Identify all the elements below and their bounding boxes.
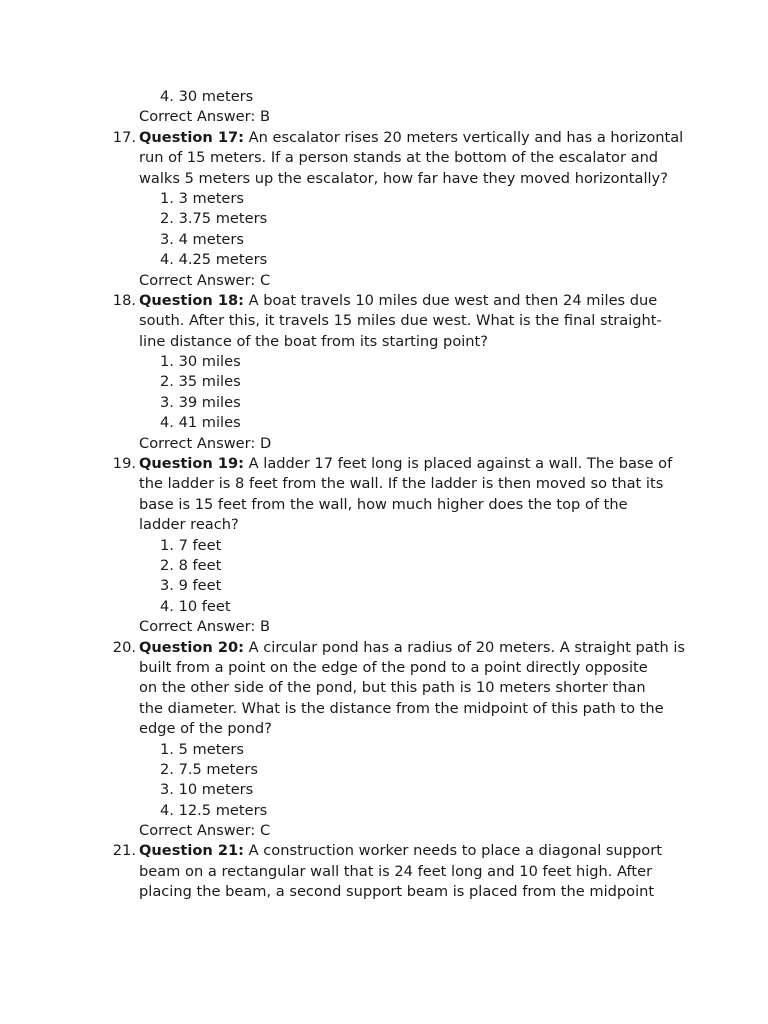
correct-answer-label: Correct Answer: [139, 822, 256, 840]
question-text: An escalator rises 20 meters vertically and has a horizontal [248, 128, 684, 146]
question-line: base is 15 feet from the wall, how much higher does the top of the [139, 495, 628, 513]
option-item [0, 536, 768, 556]
option-number: 4. [160, 251, 174, 269]
question-block [0, 454, 768, 638]
question-line: ladder reach? [139, 516, 239, 534]
option-number: 4. [160, 88, 174, 105]
option-number: 2. [160, 760, 174, 778]
option-text: 5 meters [178, 740, 245, 758]
option-number: 3. [160, 781, 174, 799]
question-line: built from a point on the edge of the pond to a point directly opposite [139, 658, 648, 676]
option-item [0, 352, 768, 372]
question-line: on the other side of the pond, but this path is 10 meters shorter than [139, 679, 646, 697]
question-label: Question 19: [139, 455, 244, 473]
option-item [0, 250, 768, 270]
option-text: 3.75 meters [178, 210, 268, 228]
option-text: 30 meters [178, 88, 254, 105]
option-text: 30 miles [178, 353, 241, 371]
option-item [0, 209, 768, 229]
question-label: Question 18: [139, 291, 244, 309]
option-text: 10 meters [178, 781, 254, 799]
correct-answer-label: Correct Answer: [139, 434, 256, 452]
question-line: beam on a rectangular wall that is 24 feet long and 10 feet high. After [139, 862, 653, 880]
option-item [0, 87, 768, 107]
option-text: 41 miles [178, 414, 241, 432]
question-line: walks 5 meters up the escalator, how far have they moved horizontally? [139, 169, 668, 187]
correct-answer [0, 821, 768, 841]
option-text: 35 miles [178, 373, 241, 391]
question-line: line distance of the boat from its starting point? [139, 332, 489, 350]
correct-answer-value: D [259, 434, 272, 452]
correct-answer [0, 271, 768, 291]
option-text: 8 feet [178, 556, 222, 574]
option-item [0, 372, 768, 392]
option-text: 7.5 meters [178, 760, 258, 778]
option-text: 4 meters [178, 230, 245, 248]
question-text: A boat travels 10 miles due west and then 24 miles due [248, 291, 658, 309]
option-number: 1. [160, 740, 174, 758]
option-item [0, 189, 768, 209]
option-item [0, 740, 768, 760]
question-number: 19. [112, 455, 136, 473]
question-text: A circular pond has a radius of 20 meters. A straight path is [248, 638, 686, 656]
option-number: 3. [160, 230, 174, 248]
question-number: 21. [112, 842, 136, 860]
option-number: 2. [160, 373, 174, 391]
option-item [0, 556, 768, 576]
option-number: 1. [160, 189, 174, 207]
option-number: 1. [160, 536, 174, 554]
question-line: the ladder is 8 feet from the wall. If the ladder is then moved so that its [139, 475, 664, 493]
option-text: 3 meters [178, 189, 245, 207]
correct-answer-value: C [259, 271, 271, 289]
question-number: 18. [112, 291, 136, 309]
option-item [0, 760, 768, 780]
option-text: 10 feet [178, 597, 231, 615]
option-text: 7 feet [178, 536, 222, 554]
question-block [0, 128, 768, 291]
question-label: Question 21: [139, 842, 244, 860]
question-label: Question 20: [139, 638, 244, 656]
question-number: 20. [112, 638, 136, 656]
correct-answer [0, 434, 768, 454]
correct-answer-value: B [259, 618, 270, 636]
option-item [0, 393, 768, 413]
question-block [0, 291, 768, 454]
question-line: edge of the pond? [139, 720, 272, 738]
option-number: 2. [160, 210, 174, 228]
option-number: 3. [160, 393, 174, 411]
question-line [0, 638, 768, 658]
correct-answer-value: B [259, 108, 270, 126]
question-line [0, 128, 768, 148]
question-block [0, 841, 768, 902]
option-number: 3. [160, 577, 174, 595]
option-text: 39 miles [178, 393, 241, 411]
option-number: 1. [160, 353, 174, 371]
question-line [0, 454, 768, 474]
correct-answer-label: Correct Answer: [139, 108, 256, 126]
option-number: 4. [160, 414, 174, 432]
option-number: 4. [160, 597, 174, 615]
question-text: A ladder 17 feet long is placed against a wall. The base of [248, 455, 673, 473]
option-text: 9 feet [178, 577, 222, 595]
question-line [0, 291, 768, 311]
question-line: placing the beam, a second support beam is placed from the midpoint [139, 883, 655, 901]
question-line: run of 15 meters. If a person stands at the bottom of the escalator and [139, 149, 659, 167]
question-line: south. After this, it travels 15 miles due west. What is the final straight- [139, 312, 662, 330]
option-item [0, 413, 768, 433]
question-number: 17. [112, 128, 136, 146]
option-item [0, 780, 768, 800]
option-text: 4.25 meters [178, 251, 268, 269]
question-label: Question 17: [139, 128, 244, 146]
option-item [0, 230, 768, 250]
correct-answer-label: Correct Answer: [139, 271, 256, 289]
question-text: A construction worker needs to place a diagonal support [248, 842, 662, 860]
question-block [0, 638, 768, 842]
question-line [0, 841, 768, 861]
correct-answer-value: C [259, 822, 271, 840]
option-item [0, 597, 768, 617]
option-item [0, 576, 768, 596]
option-text: 12.5 meters [178, 801, 268, 819]
document-page [0, 87, 768, 903]
option-number: 2. [160, 556, 174, 574]
option-number: 4. [160, 801, 174, 819]
correct-answer [0, 107, 768, 127]
correct-answer [0, 617, 768, 637]
question-line: the diameter. What is the distance from the midpoint of this path to the [139, 699, 664, 717]
correct-answer-label: Correct Answer: [139, 618, 256, 636]
option-item [0, 801, 768, 821]
